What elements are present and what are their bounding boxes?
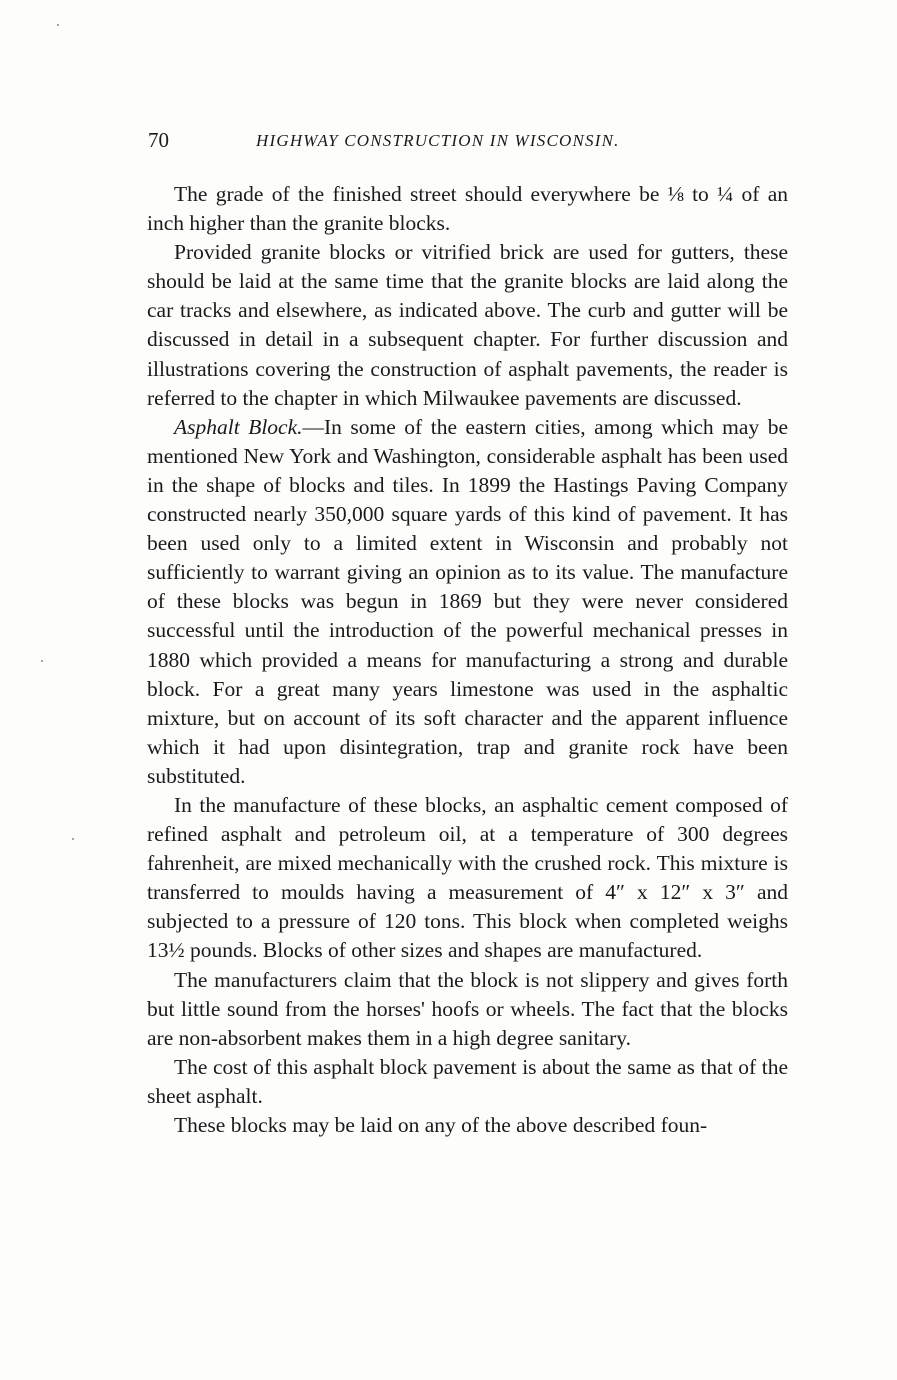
running-head: HIGHWAY CONSTRUCTION IN WISCONSIN. <box>256 131 620 150</box>
page-header <box>148 128 788 158</box>
paragraph <box>147 791 788 966</box>
paragraph-text: The grade of the finished street should everywhere be ⅛ to ¼ of an inch higher than the granite blocks. <box>147 182 788 236</box>
paragraph-text: The cost of this asphalt block pavement is about the same as that of the sheet asphalt. <box>147 1054 788 1108</box>
paragraph-text: —In some of the eastern cities, among which may be mentioned New York and Washington, considerable asphalt has been used in the shape of blocks and tiles. In 1899 the Hastings Paving Company constructed nearly 350,000 square yards of this kind of pavement. It has been used only to a limited extent in Wisconsin and probably not sufficiently to warrant giving an opinion as to its value. The manufacture of these blocks was begun in 1869 but they were never considered successful until the introduction of the powerful mechanical presses in 1880 which provided a means for manufacturing a strong and durable block. For a great many years limestone was used in the asphaltic mixture, but on account of its soft character and the apparent influence which it had upon disintegration, trap and granite rock have been substituted. <box>147 414 788 788</box>
paragraph <box>147 413 788 791</box>
paragraph-text: In the manufacture of these blocks, an asphaltic cement composed of refined asphalt and petroleum oil, at a temperature of 300 degrees fahrenheit, are mixed mechanically with the crushed rock. This mixture is transferred to moulds having a measurement of 4″ x 12″ x 3″ and subjected to a pressure of 120 tons. This block when completed weighs 13½ pounds. Blocks of other sizes and shapes are manufactured. <box>147 792 788 963</box>
scan-speck <box>41 660 43 662</box>
paragraph <box>147 180 788 238</box>
body-text <box>147 180 788 1140</box>
section-lead: Asphalt Block. <box>174 414 303 439</box>
paragraph <box>147 1053 788 1111</box>
paragraph-text: The manufacturers claim that the block is not slippery and gives forth but little sound from the horses' hoofs or wheels. The fact that the blocks are non-absorbent makes them in a high degree sanitary. <box>147 967 788 1050</box>
page-number: 70 <box>148 128 169 152</box>
paragraph <box>147 238 788 413</box>
paragraph-text: Provided granite blocks or vitrified brick are used for gutters, these should be laid at the same time that the granite blocks are laid along the car tracks and elsewhere, as indicated above. The curb and gutter will be discussed in detail in a subsequent chapter. For further discussion and illustrations covering the construction of asphalt pavements, the reader is referred to the chapter in which Milwaukee pavements are discussed. <box>147 240 788 410</box>
scan-speck <box>57 24 59 26</box>
paragraph <box>147 966 788 1053</box>
scan-speck <box>72 838 74 840</box>
paragraph <box>147 1111 788 1140</box>
paragraph-text: These blocks may be laid on any of the above described foun- <box>174 1113 708 1137</box>
